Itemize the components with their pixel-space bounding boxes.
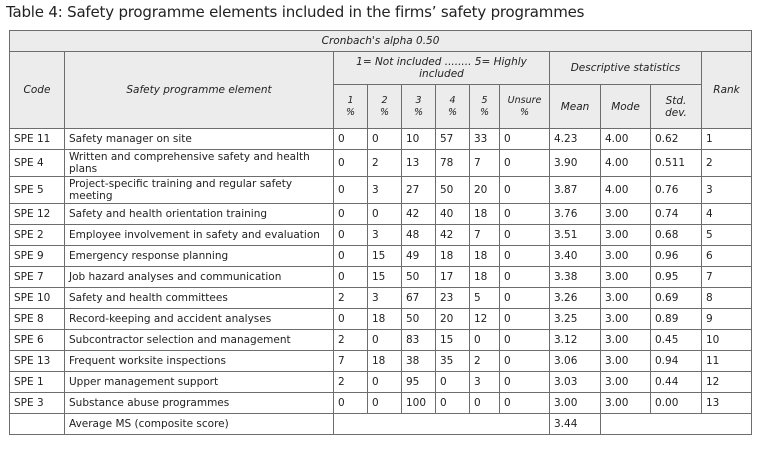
percent-cell: 100 <box>402 393 436 414</box>
table-row <box>10 177 752 204</box>
mode-cell: 3.00 <box>601 330 651 351</box>
percent-cell: 23 <box>436 288 470 309</box>
table-row <box>10 288 752 309</box>
percent-cell: 38 <box>402 351 436 372</box>
std-cell: 0.44 <box>651 372 702 393</box>
percent-cell: 17 <box>436 267 470 288</box>
percent-cell: 33 <box>470 129 500 150</box>
mean-cell: 4.23 <box>550 129 601 150</box>
percent-cell: 7 <box>470 225 500 246</box>
mean-cell: 3.90 <box>550 150 601 177</box>
descriptive-header: Descriptive statistics <box>550 52 702 85</box>
percent-cell: 3 <box>368 225 402 246</box>
percent-cell: 42 <box>436 225 470 246</box>
percent-cell: 7 <box>470 150 500 177</box>
percent-cell: 50 <box>402 267 436 288</box>
rank-cell: 7 <box>702 267 752 288</box>
std-cell: 0.68 <box>651 225 702 246</box>
element-cell: Project-specific training and regular safety meeting <box>65 177 334 204</box>
percent-cell: 78 <box>436 150 470 177</box>
element-header: Safety programme element <box>65 52 334 129</box>
percent-cell: 57 <box>436 129 470 150</box>
mean-cell: 3.06 <box>550 351 601 372</box>
mode-cell: 3.00 <box>601 309 651 330</box>
std-cell: 0.511 <box>651 150 702 177</box>
mean-cell: 3.51 <box>550 225 601 246</box>
empty-cell <box>10 414 65 435</box>
code-cell: SPE 1 <box>10 372 65 393</box>
percent-cell: 12 <box>470 309 500 330</box>
table-row <box>10 393 752 414</box>
element-cell: Written and comprehensive safety and health plans <box>65 150 334 177</box>
mode-cell: 3.00 <box>601 267 651 288</box>
percent-cell: 0 <box>500 177 550 204</box>
percent-cell: 0 <box>500 330 550 351</box>
mean-cell: 3.25 <box>550 309 601 330</box>
level-header: 5 % <box>470 85 500 129</box>
percent-cell: 2 <box>334 372 368 393</box>
rank-cell: 5 <box>702 225 752 246</box>
average-row <box>10 414 752 435</box>
percent-cell: 5 <box>470 288 500 309</box>
percent-cell: 3 <box>470 372 500 393</box>
percent-cell: 0 <box>368 393 402 414</box>
std-cell: 0.94 <box>651 351 702 372</box>
percent-cell: 0 <box>334 267 368 288</box>
std-cell: 0.74 <box>651 204 702 225</box>
mean-cell: 3.03 <box>550 372 601 393</box>
code-cell: SPE 2 <box>10 225 65 246</box>
safety-programme-table <box>9 30 752 435</box>
table-row <box>10 330 752 351</box>
mean-header: Mean <box>550 85 601 129</box>
percent-cell: 0 <box>500 267 550 288</box>
mean-cell: 3.38 <box>550 267 601 288</box>
mean-cell: 3.40 <box>550 246 601 267</box>
element-cell: Subcontractor selection and management <box>65 330 334 351</box>
percent-cell: 0 <box>334 129 368 150</box>
code-cell: SPE 5 <box>10 177 65 204</box>
percent-cell: 15 <box>436 330 470 351</box>
empty-cell <box>601 414 752 435</box>
level-header: 4 % <box>436 85 470 129</box>
scale-header: 1= Not included ........ 5= Highly included <box>334 52 550 85</box>
percent-cell: 2 <box>368 150 402 177</box>
mean-cell: 3.76 <box>550 204 601 225</box>
std-header: Std. dev. <box>651 85 702 129</box>
percent-cell: 0 <box>334 246 368 267</box>
percent-cell: 0 <box>436 393 470 414</box>
element-cell: Frequent worksite inspections <box>65 351 334 372</box>
percent-cell: 42 <box>402 204 436 225</box>
mean-cell: 3.12 <box>550 330 601 351</box>
std-cell: 0.62 <box>651 129 702 150</box>
percent-cell: 50 <box>402 309 436 330</box>
element-cell: Safety and health committees <box>65 288 334 309</box>
percent-cell: 0 <box>334 150 368 177</box>
mode-cell: 4.00 <box>601 129 651 150</box>
percent-cell: 0 <box>500 351 550 372</box>
std-cell: 0.95 <box>651 267 702 288</box>
table-row <box>10 129 752 150</box>
percent-cell: 3 <box>368 288 402 309</box>
percent-cell: 15 <box>368 246 402 267</box>
percent-cell: 2 <box>334 330 368 351</box>
mode-cell: 4.00 <box>601 177 651 204</box>
percent-cell: 0 <box>500 372 550 393</box>
percent-cell: 0 <box>500 393 550 414</box>
average-label: Average MS (composite score) <box>65 414 334 435</box>
percent-cell: 0 <box>334 309 368 330</box>
std-cell: 0.69 <box>651 288 702 309</box>
table-body <box>10 129 752 435</box>
table-row <box>10 204 752 225</box>
table-row <box>10 351 752 372</box>
mode-cell: 3.00 <box>601 393 651 414</box>
percent-cell: 48 <box>402 225 436 246</box>
percent-cell: 40 <box>436 204 470 225</box>
table-row <box>10 246 752 267</box>
rank-cell: 9 <box>702 309 752 330</box>
table-header <box>10 31 752 129</box>
percent-cell: 15 <box>368 267 402 288</box>
level-header: 2 % <box>368 85 402 129</box>
level-header: 3 % <box>402 85 436 129</box>
mean-cell: 3.00 <box>550 393 601 414</box>
code-header: Code <box>10 52 65 129</box>
rank-cell: 6 <box>702 246 752 267</box>
percent-cell: 20 <box>470 177 500 204</box>
std-cell: 0.96 <box>651 246 702 267</box>
element-cell: Upper management support <box>65 372 334 393</box>
mode-cell: 4.00 <box>601 150 651 177</box>
std-cell: 0.89 <box>651 309 702 330</box>
rank-cell: 4 <box>702 204 752 225</box>
percent-cell: 0 <box>334 177 368 204</box>
percent-cell: 7 <box>334 351 368 372</box>
percent-cell: 27 <box>402 177 436 204</box>
percent-cell: 2 <box>470 351 500 372</box>
percent-cell: 0 <box>334 204 368 225</box>
code-cell: SPE 3 <box>10 393 65 414</box>
element-cell: Safety manager on site <box>65 129 334 150</box>
mode-cell: 3.00 <box>601 225 651 246</box>
percent-cell: 18 <box>368 309 402 330</box>
table-row <box>10 225 752 246</box>
rank-cell: 1 <box>702 129 752 150</box>
level-header: Unsure % <box>500 85 550 129</box>
mode-cell: 3.00 <box>601 288 651 309</box>
percent-cell: 18 <box>470 204 500 225</box>
mode-cell: 3.00 <box>601 204 651 225</box>
percent-cell: 0 <box>368 129 402 150</box>
percent-cell: 3 <box>368 177 402 204</box>
rank-cell: 8 <box>702 288 752 309</box>
mode-header: Mode <box>601 85 651 129</box>
percent-cell: 0 <box>368 204 402 225</box>
code-cell: SPE 12 <box>10 204 65 225</box>
table-row <box>10 150 752 177</box>
element-cell: Emergency response planning <box>65 246 334 267</box>
table-row <box>10 309 752 330</box>
code-cell: SPE 8 <box>10 309 65 330</box>
percent-cell: 20 <box>436 309 470 330</box>
mean-cell: 3.87 <box>550 177 601 204</box>
code-cell: SPE 6 <box>10 330 65 351</box>
percent-cell: 18 <box>470 267 500 288</box>
code-cell: SPE 4 <box>10 150 65 177</box>
percent-cell: 35 <box>436 351 470 372</box>
mode-cell: 3.00 <box>601 372 651 393</box>
percent-cell: 0 <box>500 150 550 177</box>
rank-cell: 13 <box>702 393 752 414</box>
element-cell: Safety and health orientation training <box>65 204 334 225</box>
code-cell: SPE 7 <box>10 267 65 288</box>
rank-cell: 3 <box>702 177 752 204</box>
rank-cell: 10 <box>702 330 752 351</box>
mode-cell: 3.00 <box>601 246 651 267</box>
element-cell: Job hazard analyses and communication <box>65 267 334 288</box>
percent-cell: 0 <box>368 372 402 393</box>
mean-cell: 3.26 <box>550 288 601 309</box>
table-caption: Table 4: Safety programme elements included in the firms’ safety programmes <box>6 3 585 21</box>
percent-cell: 18 <box>436 246 470 267</box>
alpha-header: Cronbach's alpha 0.50 <box>10 31 752 52</box>
percent-cell: 67 <box>402 288 436 309</box>
std-cell: 0.76 <box>651 177 702 204</box>
percent-cell: 0 <box>500 246 550 267</box>
element-cell: Employee involvement in safety and evaluation <box>65 225 334 246</box>
rank-cell: 2 <box>702 150 752 177</box>
percent-cell: 0 <box>500 225 550 246</box>
code-cell: SPE 10 <box>10 288 65 309</box>
percent-cell: 0 <box>334 393 368 414</box>
rank-cell: 11 <box>702 351 752 372</box>
element-cell: Record-keeping and accident analyses <box>65 309 334 330</box>
percent-cell: 0 <box>436 372 470 393</box>
average-value: 3.44 <box>550 414 601 435</box>
percent-cell: 49 <box>402 246 436 267</box>
percent-cell: 0 <box>334 225 368 246</box>
code-cell: SPE 11 <box>10 129 65 150</box>
percent-cell: 13 <box>402 150 436 177</box>
percent-cell: 0 <box>470 393 500 414</box>
std-cell: 0.00 <box>651 393 702 414</box>
percent-cell: 95 <box>402 372 436 393</box>
percent-cell: 2 <box>334 288 368 309</box>
std-cell: 0.45 <box>651 330 702 351</box>
percent-cell: 0 <box>470 330 500 351</box>
table-row <box>10 267 752 288</box>
percent-cell: 18 <box>470 246 500 267</box>
percent-cell: 0 <box>500 204 550 225</box>
mode-cell: 3.00 <box>601 351 651 372</box>
code-cell: SPE 9 <box>10 246 65 267</box>
code-cell: SPE 13 <box>10 351 65 372</box>
empty-cell <box>334 414 550 435</box>
percent-cell: 18 <box>368 351 402 372</box>
percent-cell: 0 <box>500 309 550 330</box>
level-header: 1 % <box>334 85 368 129</box>
table-row <box>10 372 752 393</box>
rank-cell: 12 <box>702 372 752 393</box>
rank-header: Rank <box>702 52 752 129</box>
percent-cell: 0 <box>500 129 550 150</box>
percent-cell: 0 <box>500 288 550 309</box>
percent-cell: 83 <box>402 330 436 351</box>
percent-cell: 50 <box>436 177 470 204</box>
percent-cell: 10 <box>402 129 436 150</box>
percent-cell: 0 <box>368 330 402 351</box>
element-cell: Substance abuse programmes <box>65 393 334 414</box>
